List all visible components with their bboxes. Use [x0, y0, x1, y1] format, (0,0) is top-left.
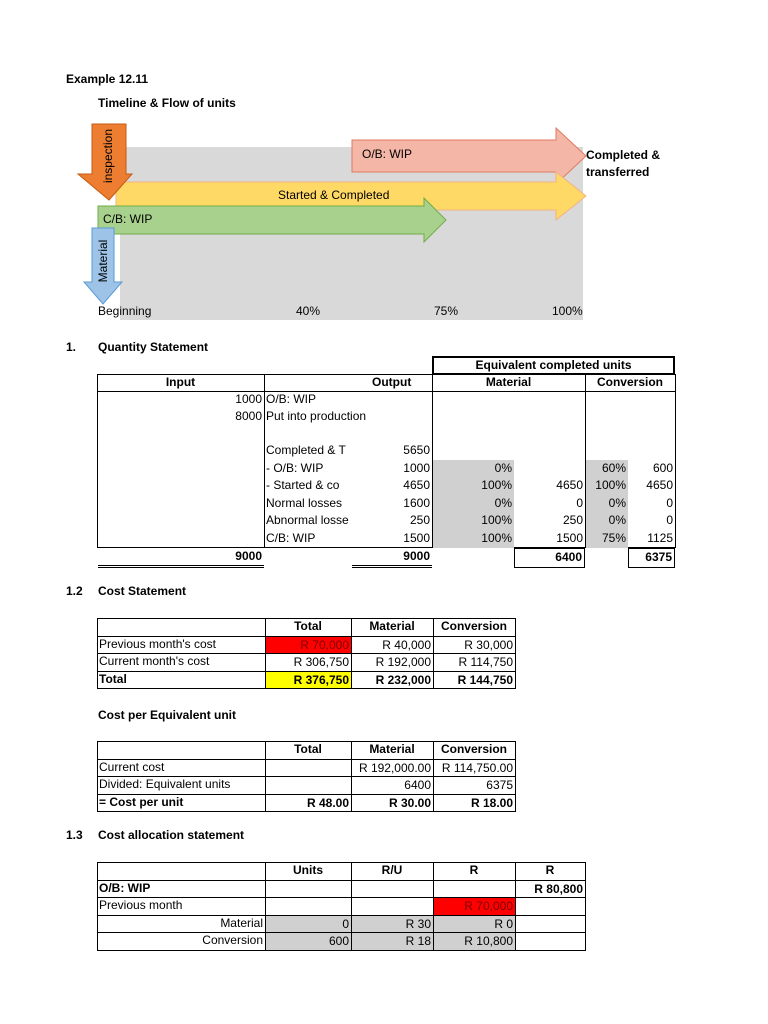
output-row-units: 250: [409, 513, 430, 527]
section-13-number: 1.3: [66, 828, 83, 842]
input-label: Put into production: [266, 409, 367, 423]
output-row-conversion-pct: 0%: [586, 495, 628, 513]
input-value: 1000: [235, 392, 262, 406]
cpu-row-material: R 30.00: [388, 795, 431, 810]
cost-row-total: R 376,750: [266, 672, 351, 689]
cpu-row: Current cost: [99, 759, 165, 774]
alloc-row-ru: [352, 881, 433, 898]
section-12-number: 1.2: [66, 584, 83, 598]
cost-row: Current month's cost: [99, 654, 210, 668]
section-1-title: Quantity Statement: [98, 340, 209, 354]
header-material: Material: [485, 375, 532, 389]
output-row-material-pct: 100%: [433, 477, 514, 495]
output-row-label: C/B: WIP: [266, 530, 316, 545]
cost-row-material: R 192,000: [375, 655, 431, 669]
alloc-row-r: R 70,000: [434, 898, 515, 915]
alloc-row-ru: [352, 898, 433, 915]
output-row-conversion-pct: 75%: [586, 530, 628, 548]
completed-label-2: transferred: [586, 165, 650, 179]
output-row-label: Abnormal losse: [266, 513, 349, 527]
cost-row-conversion: R 114,750: [458, 655, 513, 669]
output-row-material-pct: 0%: [433, 495, 514, 513]
output-row-material-pct: 100%: [433, 530, 514, 548]
cpu-row-conversion: 6375: [486, 778, 513, 792]
output-row-conversion-pct: [586, 442, 628, 460]
cost-row-conversion: R 30,000: [464, 637, 513, 652]
alloc-row-r2: [516, 898, 585, 915]
timeline-title: Timeline & Flow of units: [98, 96, 236, 110]
output-row-material-pct: [433, 442, 514, 460]
cpu-header-material: Material: [369, 742, 415, 756]
input-value: 8000: [235, 409, 262, 423]
alloc-row-units: 600: [266, 933, 351, 950]
output-row-units: 1000: [403, 460, 430, 475]
output-row-material-units: [514, 460, 585, 478]
output-row-material-units: 4650: [556, 478, 583, 492]
alloc-row-r2: R 80,800: [534, 881, 583, 896]
cost-row: Previous month's cost: [99, 636, 217, 651]
input-label: O/B: WIP: [266, 392, 317, 406]
alloc-row-r: R 10,800: [434, 933, 515, 950]
output-row-conversion-pct: 0%: [586, 512, 628, 530]
output-row-material-units: 250: [562, 513, 583, 527]
output-row-material-pct: 0%: [433, 460, 514, 478]
alloc-header-units: Units: [293, 863, 323, 877]
cost-row: Total: [99, 671, 127, 686]
cost-row-total: R 70,000: [266, 637, 351, 654]
section-12-title: Cost Statement: [98, 584, 187, 598]
alloc-row: Material: [220, 915, 263, 930]
output-row-material-pct: 100%: [433, 512, 514, 530]
output-row-conversion-pct: 60%: [586, 460, 628, 478]
total-input: 9000: [98, 548, 264, 568]
output-row-material-units: 0: [576, 495, 583, 510]
cpu-row-total: [266, 777, 351, 794]
eq-units-header: Equivalent completed units: [432, 356, 675, 375]
output-row-units: 5650: [403, 443, 430, 457]
cpu-row: Divided: Equivalent units: [99, 777, 231, 791]
output-row-conversion-units: 600: [652, 460, 673, 475]
tick-100: 100%: [552, 304, 583, 318]
alloc-header-ru: R/U: [381, 863, 403, 877]
header-conversion: Conversion: [596, 375, 663, 389]
table-rule: [515, 741, 516, 811]
alloc-row-ru: R 18: [352, 933, 433, 950]
cpu-row: = Cost per unit: [99, 794, 184, 809]
output-row-conversion-pct: 100%: [586, 477, 628, 495]
alloc-row-units: 0: [266, 916, 351, 933]
alloc-row: Previous month: [99, 898, 183, 912]
output-row-material-units: [514, 442, 585, 460]
tick-40: 40%: [296, 304, 321, 318]
cpu-row-material: R 192,000.00: [358, 760, 431, 775]
total-output: 9000: [352, 548, 432, 568]
alloc-header-r: R: [469, 863, 479, 877]
cost-row-conversion: R 144,750: [457, 672, 513, 687]
output-row-conversion-units: [628, 442, 675, 460]
inspection-label: inspection: [101, 128, 115, 184]
alloc-row-r: R 0: [434, 916, 515, 933]
section-1-number: 1.: [66, 340, 77, 354]
cost-header-total: Total: [294, 619, 322, 633]
example-title: Example 12.11: [66, 72, 149, 86]
output-row-label: Normal losses: [266, 495, 343, 510]
cb-wip-label: C/B: WIP: [103, 212, 153, 226]
alloc-header-r2: R: [545, 863, 555, 877]
alloc-row-r2: [516, 916, 585, 933]
total-conversion: 6375: [628, 548, 675, 568]
cpu-header-total: Total: [294, 742, 322, 756]
alloc-row: Conversion: [202, 933, 263, 947]
output-row-conversion-units: 0: [666, 495, 673, 510]
cpu-row-conversion: R 18.00: [470, 795, 513, 810]
cpu-row-total: [266, 760, 351, 777]
alloc-row-r2: [516, 933, 585, 950]
alloc-row-units: [266, 898, 351, 915]
cpu-row-material: 6400: [404, 778, 431, 792]
alloc-row-ru: R 30: [352, 916, 433, 933]
header-output: Output: [372, 375, 412, 389]
alloc-row-units: [266, 881, 351, 898]
alloc-row-r: [434, 881, 515, 898]
started-completed-label: Started & Completed: [278, 188, 390, 202]
output-row-conversion-units: 4650: [646, 478, 673, 492]
tick-beginning: Beginning: [98, 304, 152, 318]
output-row-material-units: 1500: [556, 530, 583, 545]
ob-wip-label: O/B: WIP: [362, 147, 413, 161]
section-13-title: Cost allocation statement: [98, 828, 245, 842]
output-row-units: 4650: [403, 478, 430, 492]
output-row-label: - Started & co: [266, 478, 340, 492]
alloc-row: O/B: WIP: [99, 880, 151, 895]
total-material: 6400: [514, 548, 585, 568]
cost-row-total: R 306,750: [293, 655, 349, 669]
output-row-conversion-units: 1125: [647, 530, 673, 545]
tick-75: 75%: [434, 304, 459, 318]
completed-label-1: Completed &: [586, 148, 661, 162]
table-rule: [585, 862, 586, 950]
cost-row-material: R 232,000: [375, 672, 431, 687]
output-row-units: 1500: [403, 530, 430, 545]
cost-header-material: Material: [369, 619, 415, 633]
output-row-units: 1600: [403, 495, 430, 510]
material-label: Material: [96, 239, 110, 283]
output-row-label: - O/B: WIP: [266, 460, 324, 475]
cost-row-material: R 40,000: [382, 637, 431, 652]
cpu-header-conversion: Conversion: [440, 742, 507, 756]
header-input: Input: [165, 375, 196, 389]
cpu-row-conversion: R 114,750.00: [441, 760, 513, 775]
cpu-row-total: R 48.00: [306, 795, 349, 810]
table-rule: [515, 618, 516, 688]
output-row-conversion-units: 0: [666, 513, 673, 527]
cpu-title: Cost per Equivalent unit: [98, 708, 237, 722]
output-row-label: Completed & T: [266, 443, 346, 457]
cost-header-conversion: Conversion: [440, 619, 507, 633]
